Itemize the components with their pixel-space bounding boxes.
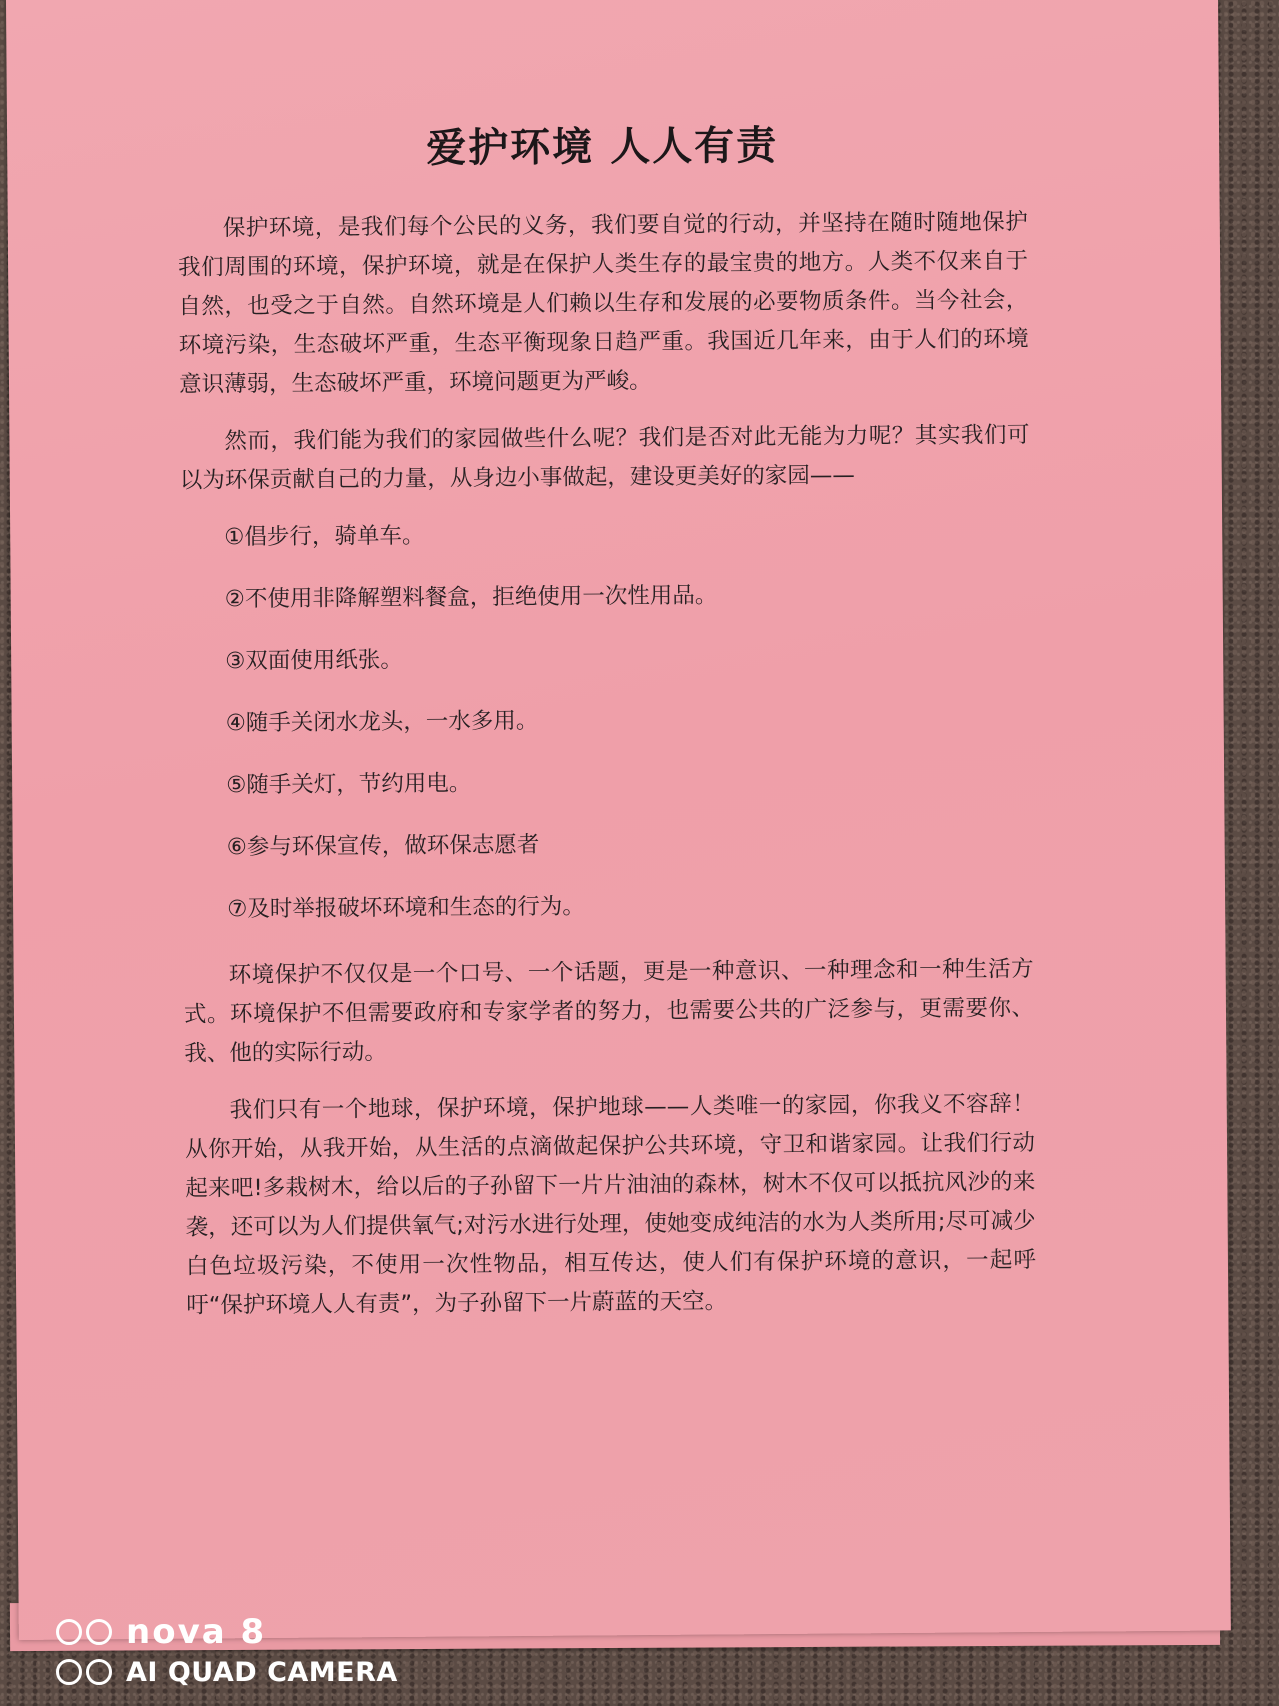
poster-content: [177, 112, 1037, 1344]
list-item: ⑦及时举报破坏环境和生态的行为。: [227, 893, 585, 923]
quad-camera-icon: [56, 1619, 112, 1645]
list-item: ③双面使用纸张。: [225, 646, 403, 675]
camera-watermark: [56, 1612, 398, 1692]
watermark-brand-row: [56, 1612, 398, 1652]
list-item: ①倡步行，骑单车。: [224, 522, 425, 551]
watermark-sub-row: [56, 1652, 398, 1692]
action-list: [180, 516, 1033, 925]
intro-paragraph: 保护环境，是我们每个公民的义务，我们要自觉的行动，并坚持在随时随地保护我们周围的环境，保护环境，就是在保护人类生存的最宝贵的地方。人类不仅来自于自然，也受之于自然。自然环境是人们赖以生存和发展的必要物质条件。当今社会，环境污染，生态破坏严重，生态平衡现象日趋严重。我国近几年来，由于人们的环境意识薄弱，生态破坏严重，环境问题更为严峻。: [178, 208, 1029, 398]
closing-paragraph: 我们只有一个地球，保护环境，保护地球——人类唯一的家园，你我义不容辞！从你开始，从我开始，从生活的点滴做起保护公共环境，守卫和谐家园。让我们行动起来吧!多栽树木，给以后的子孙留下一片片油油的森林，树木不仅可以抵抗风沙的来袭，还可以为人们提供氧气;对污水进行处理，使她变成纯洁的水为人类所用;尽可减少白色垃圾污染，不使用一次性物品，相互传达，使人们有保护环境的意识，一起呼吁“保护环境人人有责”，为子孙留下一片蔚蓝的天空。: [184, 1090, 1037, 1319]
list-item: ⑤随手关灯，节约用电。: [226, 770, 472, 799]
list-item: ②不使用非降解塑料餐盒，拒绝使用一次性用品。: [224, 582, 718, 613]
closing-paragraph: 环境保护不仅仅是一个口号、一个话题，更是一种意识、一种理念和一种生活方式。环境保护不但需要政府和专家学者的努力，也需要公共的广泛参与，更需要你、我、他的实际行动。: [183, 955, 1035, 1067]
quad-camera-icon: [56, 1659, 112, 1685]
watermark-brand: nova 8: [126, 1612, 267, 1652]
intro-paragraph: 然而，我们能为我们的家园做些什么呢？我们是否对此无能为力呢？其实我们可以为环保贡献自己的力量，从身边小事做起，建设更美好的家园——: [179, 421, 1030, 494]
list-item: ④随手关闭水龙头，一水多用。: [225, 707, 539, 737]
poster-paper: [6, 0, 1231, 1640]
watermark-subtitle: AI QUAD CAMERA: [126, 1656, 398, 1688]
list-item: ⑥参与环保宣传，做环保志愿者: [226, 831, 540, 861]
poster-title: 爱护环境 人人有责: [426, 122, 779, 172]
